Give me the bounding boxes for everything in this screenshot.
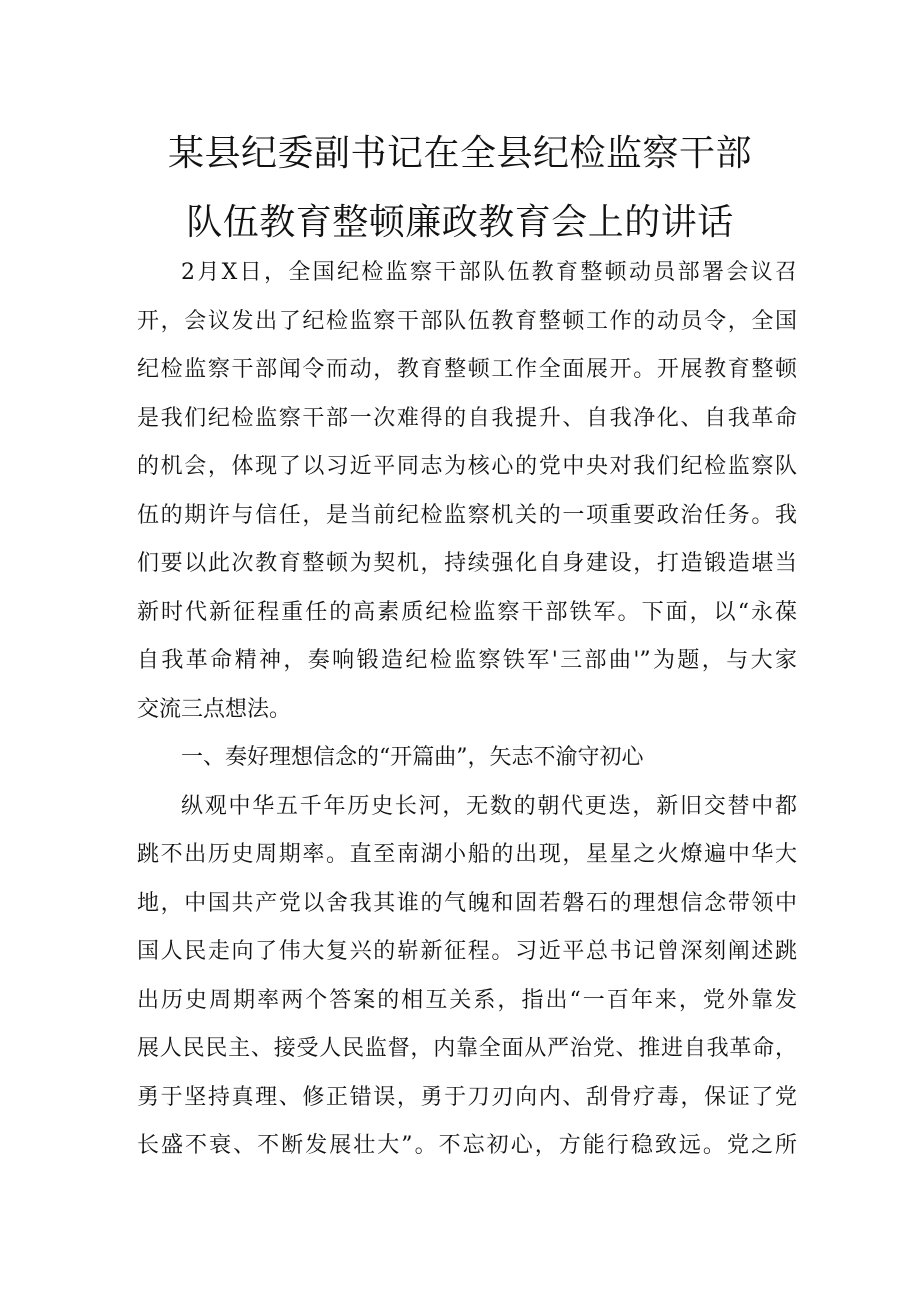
paragraph-2-line: 长盛不衰、不断发展壮大”。不忘初心，方能行稳致远。党之所 xyxy=(137,1133,797,1158)
paragraph-1-line: 交流三点想法。 xyxy=(137,696,292,722)
title-line-1: 某县纪委副书记在全县纪检监察干部 xyxy=(167,133,752,174)
paragraph-1-line: 们要以此次教育整顿为契机，持续强化自身建设，打造锻造堪当 xyxy=(137,551,797,576)
paragraph-2-line: 跳不出历史周期率。直至南湖小船的出现，星星之火燎遍中华大 xyxy=(137,842,797,867)
paragraph-2-line: 地，中国共产党以舍我其谁的气魄和固若磐石的理想信念带领中 xyxy=(137,890,797,916)
section-heading-1: 一、奏好理想信念的“开篇曲”，矢志不渝守初心 xyxy=(181,745,644,770)
paragraph-1-line: 是我们纪检监察干部一次难得的自我提升、自我净化、自我革命 xyxy=(137,405,797,431)
paragraph-1-line: 新时代新征程重任的高素质纪检监察干部铁军。下面，以“永葆 xyxy=(137,599,797,625)
paragraph-1-line: 自我革命精神，奏响锻造纪检监察铁军'三部曲'”为题，与大家 xyxy=(137,648,797,673)
paragraph-1-line: 2月X日，全国纪检监察干部队伍教育整顿动员部署会议召 xyxy=(181,260,797,285)
title-line-2: 队伍教育整顿廉政教育会上的讲话 xyxy=(186,202,734,243)
paragraph-2-line: 国人民走向了伟大复兴的崭新征程。习近平总书记曾深刻阐述跳 xyxy=(137,939,797,964)
paragraph-1-line: 伍的期许与信任，是当前纪检监察机关的一项重要政治任务。我 xyxy=(137,502,797,528)
paragraph-2-line: 展人民民主、接受人民监督，内靠全面从严治党、推进自我革命， xyxy=(137,1036,797,1061)
document-body xyxy=(137,249,797,1171)
paragraph-2-line: 纵观中华五千年历史长河，无数的朝代更迭，新旧交替中都 xyxy=(181,793,797,819)
paragraph-1-line: 开，会议发出了纪检监察干部队伍教育整顿工作的动员令，全国 xyxy=(137,308,797,334)
paragraph-1-line: 的机会，体现了以习近平同志为核心的党中央对我们纪检监察队 xyxy=(137,454,797,479)
paragraph-2-line: 出历史周期率两个答案的相互关系，指出“一百年来，党外靠发 xyxy=(137,987,797,1013)
paragraph-1-line: 纪检监察干部闻令而动，教育整顿工作全面展开。开展教育整顿 xyxy=(137,357,797,382)
paragraph-2-line: 勇于坚持真理、修正错误，勇于刀刃向内、刮骨疗毒，保证了党 xyxy=(137,1084,797,1110)
